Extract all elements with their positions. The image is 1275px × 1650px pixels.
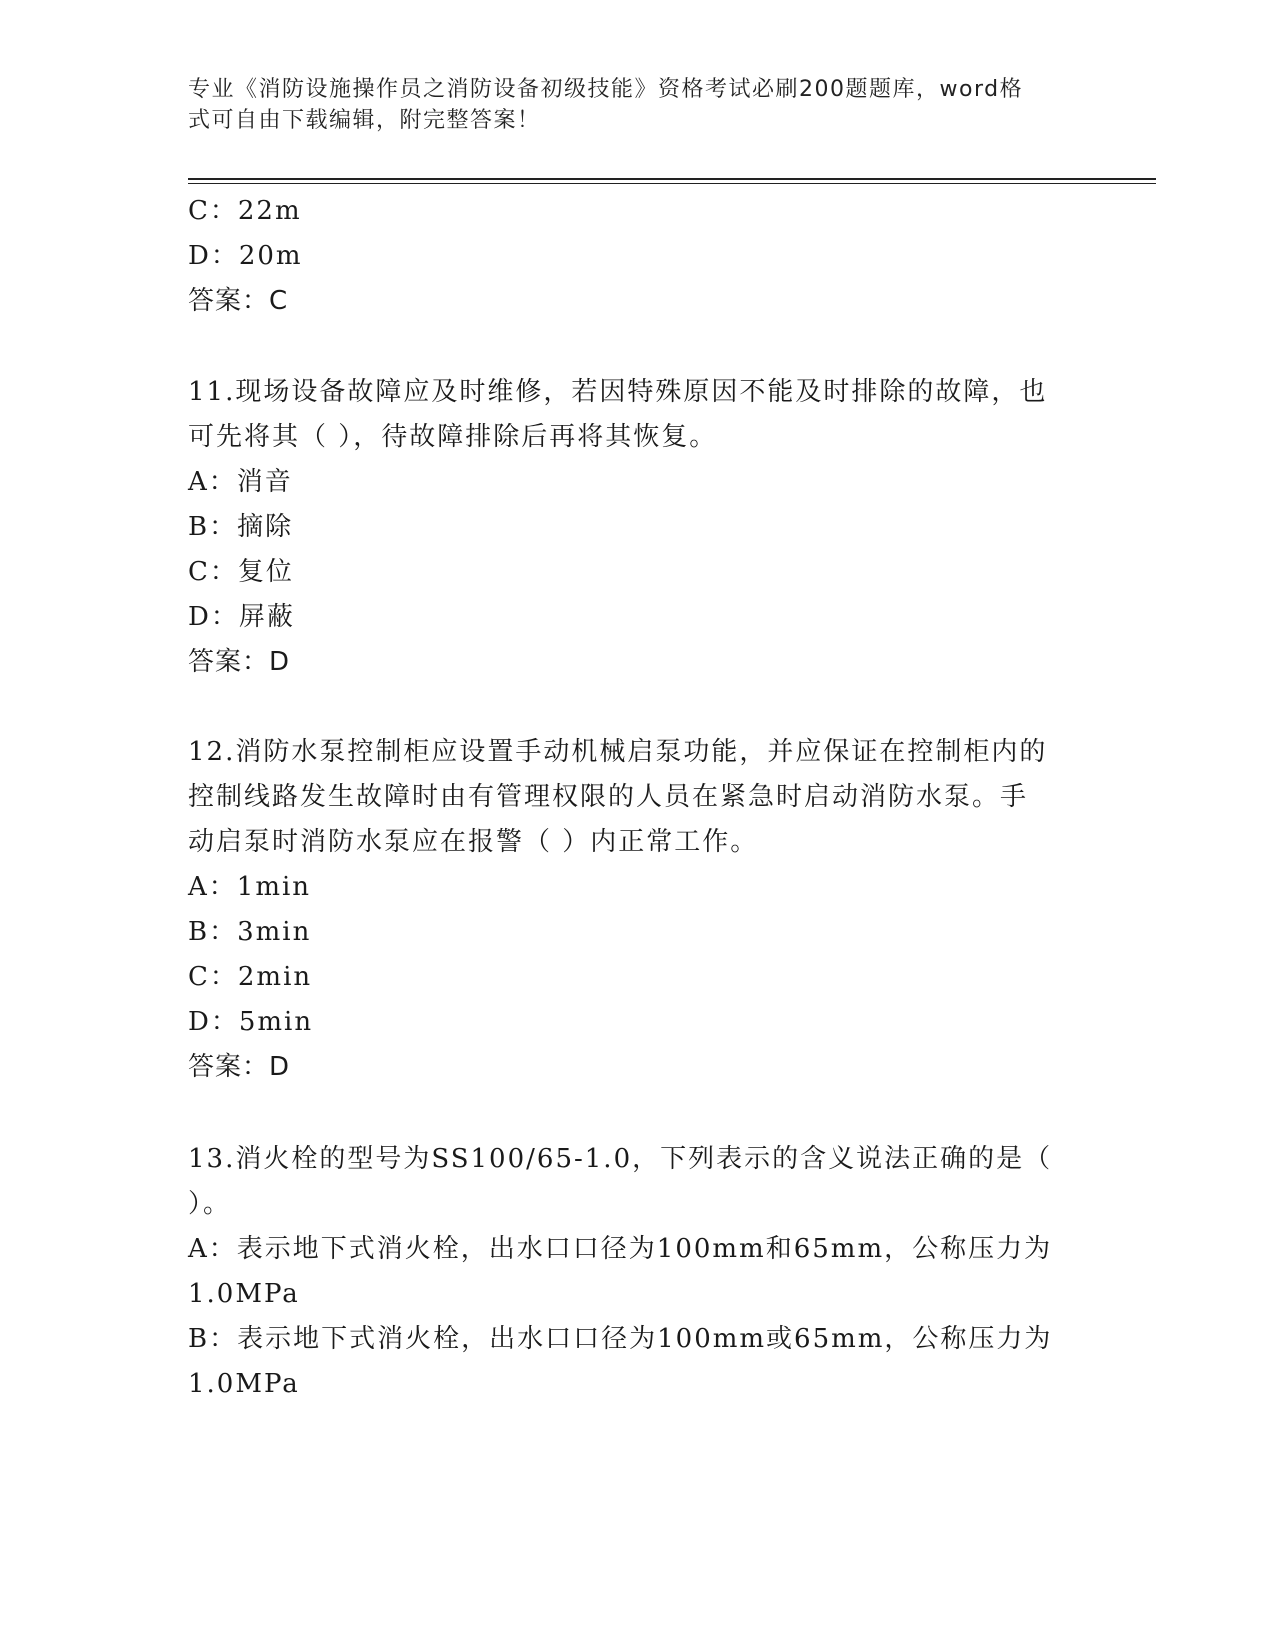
header-line-2: 式可自由下载编辑，附完整答案！	[188, 108, 541, 133]
q12-answer: 答案：D	[188, 1052, 291, 1082]
q11-option-b: B：摘除	[188, 512, 294, 542]
q11-stem-line-1: 11.现场设备故障应及时维修，若因特殊原因不能及时排除的故障，也	[188, 377, 1048, 407]
q10-option-c: C：22m	[188, 196, 302, 226]
q11-option-c: C：复位	[188, 557, 294, 587]
header-line-1: 专业《消防设施操作员之消防设备初级技能》资格考试必刷200题题库，word格	[188, 77, 1024, 102]
q13-option-b-line-1: B：表示地下式消火栓，出水口口径为100mm或65mm，公称压力为	[188, 1324, 1053, 1354]
q12-option-a: A：1min	[188, 872, 312, 902]
header-divider-thin	[188, 183, 1156, 184]
q12-stem-line-3: 动启泵时消防水泵应在报警（ ）内正常工作。	[188, 827, 759, 857]
q13-option-b-line-2: 1.0MPa	[188, 1369, 300, 1399]
q13-option-a-line-2: 1.0MPa	[188, 1279, 300, 1309]
q10-answer: 答案：C	[188, 286, 289, 316]
q12-stem-line-1: 12.消防水泵控制柜应设置手动机械启泵功能，并应保证在控制柜内的	[188, 737, 1048, 767]
q11-option-a: A：消音	[188, 467, 293, 497]
q13-stem-line-2: ）。	[188, 1189, 232, 1219]
q12-option-b: B：3min	[188, 917, 312, 947]
q13-stem-line-1: 13.消火栓的型号为SS100/65-1.0，下列表示的含义说法正确的是（	[188, 1144, 1053, 1174]
q11-stem-line-2: 可先将其（ ），待故障排除后再将其恢复。	[188, 422, 718, 452]
page-header	[188, 74, 1068, 136]
q11-option-d: D：屏蔽	[188, 602, 295, 632]
q12-option-c: C：2min	[188, 962, 313, 992]
q12-stem-line-2: 控制线路发生故障时由有管理权限的人员在紧急时启动消防水泵。手	[188, 782, 1029, 812]
header-divider-thick	[188, 178, 1156, 180]
q12-option-d: D：5min	[188, 1007, 314, 1037]
q10-option-d: D：20m	[188, 241, 303, 271]
q13-option-a-line-1: A：表示地下式消火栓，出水口口径为100mm和65mm，公称压力为	[188, 1234, 1053, 1264]
q11-answer: 答案：D	[188, 647, 291, 677]
